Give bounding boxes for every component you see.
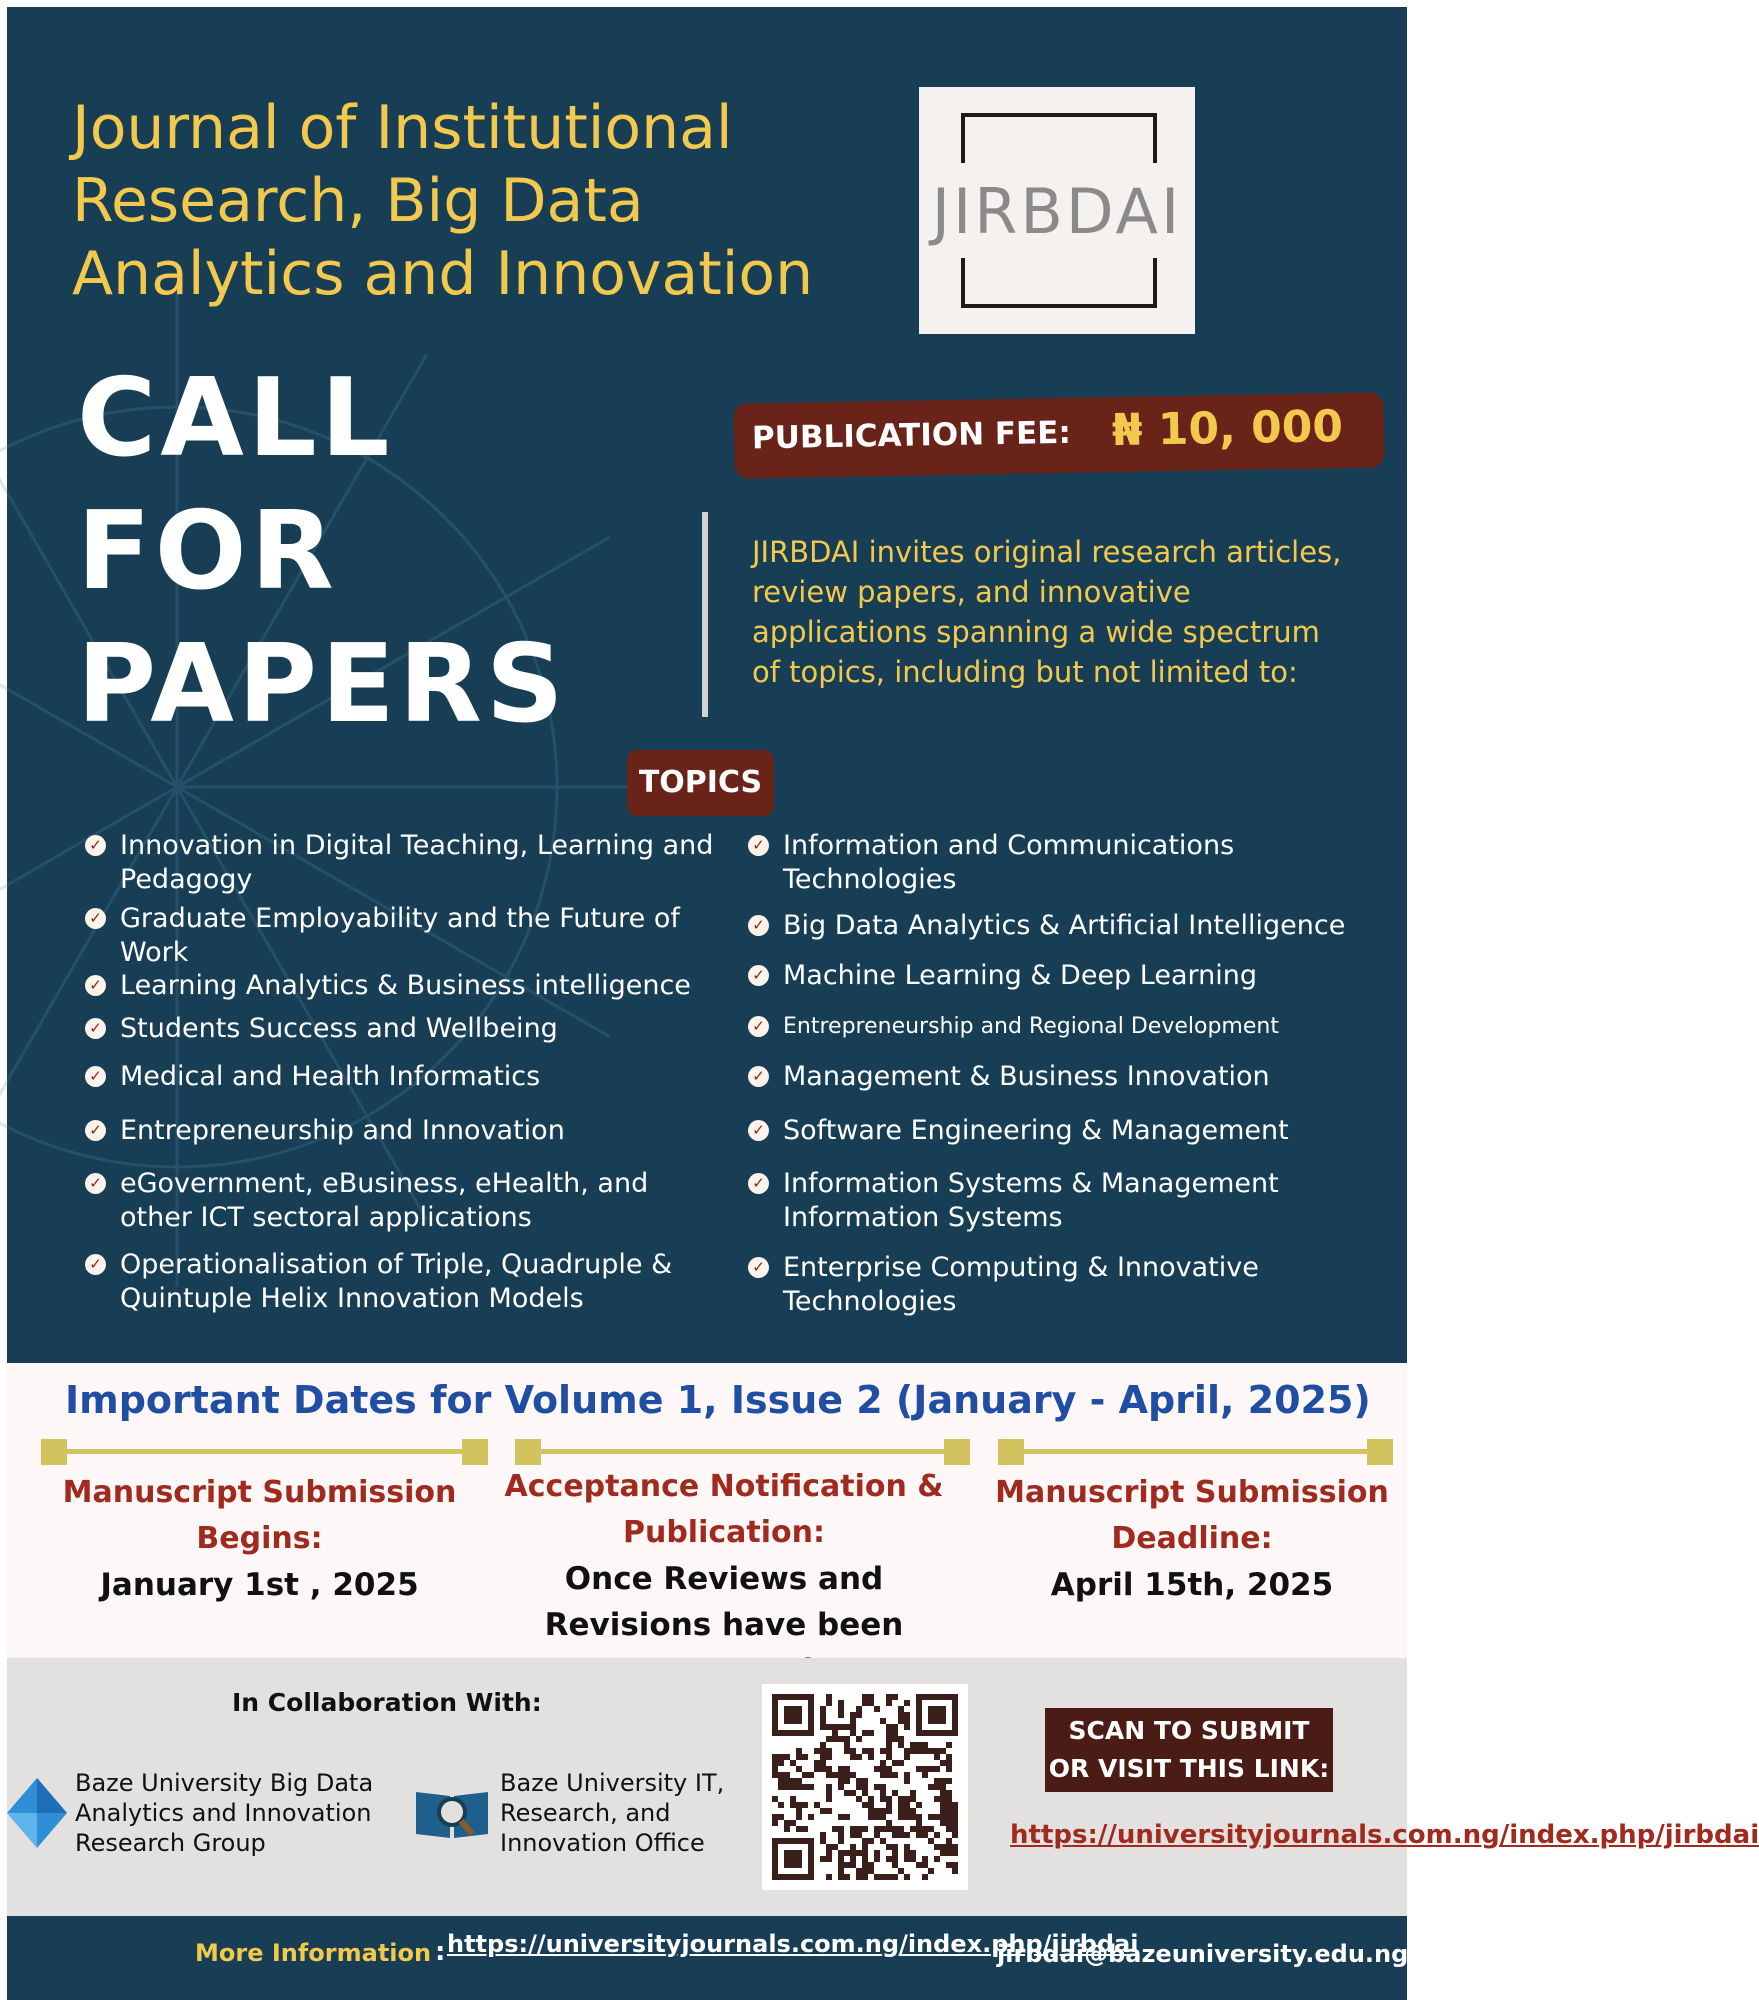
check-icon: ✓ — [748, 1173, 769, 1194]
date-value: January 1st , 2025 — [100, 1567, 419, 1603]
org-big-data-group — [7, 1768, 387, 1868]
call-line-1: CALL — [77, 356, 394, 481]
timeline-marker — [998, 1439, 1024, 1465]
submission-link[interactable]: https://universityjournals.com.ng/index.php/jirbdai — [1010, 1820, 1759, 1850]
check-icon: ✓ — [748, 915, 769, 936]
check-icon: ✓ — [748, 1120, 769, 1141]
org-it-research-office — [412, 1768, 742, 1868]
more-information-colon: : — [435, 1937, 446, 1967]
diamond-logo-icon — [7, 1778, 67, 1848]
check-icon: ✓ — [748, 1016, 769, 1037]
qr-code-icon — [772, 1694, 958, 1880]
check-icon: ✓ — [85, 1254, 106, 1275]
timeline-marker — [1367, 1439, 1393, 1465]
topic-item: ✓ Medical and Health Informatics — [85, 1060, 725, 1094]
date-heading: Acceptance Notification & Publication: — [504, 1469, 944, 1550]
topic-item: ✓ Entrepreneurship and Innovation — [85, 1114, 725, 1148]
topic-item: ✓ Innovation in Digital Teaching, Learning and Pedagogy — [85, 829, 725, 897]
more-information-link[interactable]: https://universityjournals.com.ng/index.php/jirbdai — [447, 1930, 1139, 1958]
invitation-text: JIRBDAI invites original research articles, review papers, and innovative applications spanning a wide spectrum of topics, including but not limited to: — [752, 535, 1342, 689]
org-name: Baze University Big Data Analytics and Innovation Research Group — [75, 1769, 374, 1857]
topic-item: ✓ Software Engineering & Management — [748, 1114, 1398, 1148]
topics-badge: TOPICS — [627, 750, 774, 816]
call-line-2: FOR — [77, 489, 338, 614]
vertical-divider — [702, 512, 708, 717]
date-deadline — [987, 1470, 1397, 1608]
hero-section — [7, 7, 1407, 1363]
org-name: Baze University IT, Research, and Innovation Office — [500, 1769, 725, 1857]
contact-email[interactable]: jirbdai@bazeuniversity.edu.ng — [997, 1940, 1409, 1968]
check-icon: ✓ — [748, 965, 769, 986]
timeline-segment — [41, 1439, 488, 1463]
timeline-marker — [41, 1439, 67, 1465]
check-icon: ✓ — [85, 1120, 106, 1141]
timeline-marker — [944, 1439, 970, 1465]
timeline-bar — [525, 1449, 960, 1454]
dates-title: Important Dates for Volume 1, Issue 2 (January - April, 2025) — [65, 1378, 1371, 1422]
important-dates-section — [7, 1363, 1407, 1658]
submission-qr-code[interactable] — [762, 1684, 968, 1890]
topic-item: ✓ eGovernment, eBusiness, eHealth, and other ICT sectoral applications — [85, 1167, 725, 1235]
timeline-marker — [462, 1439, 488, 1465]
call-line-3: PAPERS — [77, 622, 568, 747]
check-icon: ✓ — [85, 975, 106, 996]
topic-item: ✓ Students Success and Wellbeing — [85, 1012, 725, 1046]
check-icon: ✓ — [85, 908, 106, 929]
topic-item: ✓ Learning Analytics & Business intelligence — [85, 969, 725, 1003]
timeline-segment — [515, 1439, 970, 1463]
logo-bracket-bottom — [961, 258, 1157, 308]
check-icon: ✓ — [85, 835, 106, 856]
topic-item: ✓ Graduate Employability and the Future of Work — [85, 902, 725, 970]
topic-item: ✓ Big Data Analytics & Artificial Intelligence — [748, 909, 1398, 943]
check-icon: ✓ — [748, 1257, 769, 1278]
check-icon: ✓ — [85, 1173, 106, 1194]
collaboration-heading: In Collaboration With: — [232, 1688, 542, 1717]
timeline-marker — [515, 1439, 541, 1465]
more-information-label: More Information — [195, 1939, 432, 1967]
fee-amount: ₦ 10, 000 — [1111, 401, 1344, 457]
publication-fee-banner — [733, 392, 1384, 478]
logo-text: JIRBDAI — [931, 175, 1183, 248]
check-icon: ✓ — [748, 835, 769, 856]
date-heading: Manuscript Submission Deadline: — [995, 1475, 1389, 1556]
date-submission-begins — [57, 1470, 462, 1608]
timeline-segment — [998, 1439, 1393, 1463]
call-for-papers-heading — [77, 352, 568, 751]
footer — [7, 1916, 1407, 2000]
topic-item: ✓ Management & Business Innovation — [748, 1060, 1398, 1094]
date-heading: Manuscript Submission Begins: — [62, 1475, 457, 1556]
topic-item: ✓ Machine Learning & Deep Learning — [748, 959, 1398, 993]
check-icon: ✓ — [85, 1066, 106, 1087]
fee-label: PUBLICATION FEE: — [751, 414, 1072, 457]
topic-item: ✓ Operationalisation of Triple, Quadruple & Quintuple Helix Innovation Models — [85, 1248, 725, 1316]
scan-to-submit-badge: SCAN TO SUBMIT OR VISIT THIS LINK: — [1045, 1708, 1333, 1792]
logo-bracket-top — [961, 113, 1157, 163]
timeline-bar — [1008, 1449, 1383, 1454]
journal-title: Journal of Institutional Research, Big Data Analytics and Innovation — [72, 93, 814, 309]
book-magnifier-icon — [412, 1782, 492, 1846]
topic-item: ✓ Entrepreneurship and Regional Development — [748, 1010, 1398, 1044]
journal-logo — [919, 87, 1195, 334]
check-icon: ✓ — [85, 1018, 106, 1039]
topic-item: ✓ Information Systems & Management Information Systems — [748, 1167, 1398, 1235]
collaboration-section — [7, 1658, 1759, 1916]
topic-item: ✓ Enterprise Computing & Innovative Technologies — [748, 1251, 1398, 1319]
check-icon: ✓ — [748, 1066, 769, 1087]
topic-item: ✓ Information and Communications Technologies — [748, 829, 1398, 897]
date-value: April 15th, 2025 — [1050, 1567, 1334, 1603]
timeline-bar — [51, 1449, 478, 1454]
date-value: Once Reviews and Revisions have been — [544, 1561, 904, 1643]
